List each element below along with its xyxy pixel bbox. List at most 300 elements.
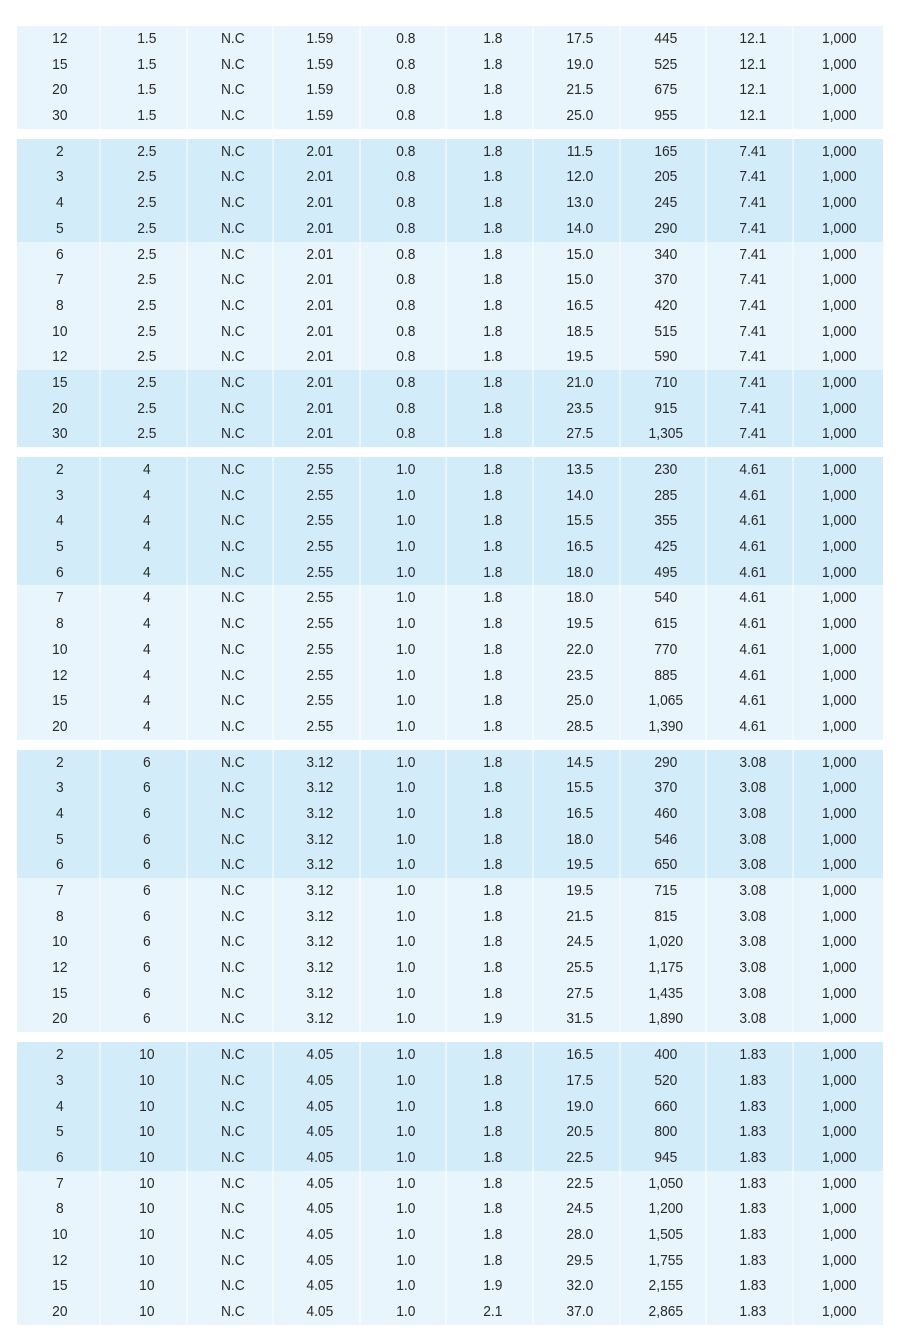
table-cell: 2.01 <box>280 344 360 370</box>
table-cell: 2.5 <box>107 164 187 190</box>
table-cell: 1.8 <box>453 267 533 293</box>
table-cell: 1.8 <box>453 421 533 447</box>
table-cell: 1.8 <box>453 663 533 689</box>
table-cell: 1.8 <box>453 293 533 319</box>
table-cell: 18.0 <box>540 560 620 586</box>
table-cell: 1.59 <box>280 103 360 129</box>
table-cell: 1.0 <box>367 1299 447 1325</box>
table-cell: 3.08 <box>713 929 793 955</box>
table-cell: 400 <box>627 1042 707 1068</box>
table-cell: 2.55 <box>280 637 360 663</box>
table-cell: 1.8 <box>453 955 533 981</box>
table-cell: 1.0 <box>367 1273 447 1299</box>
table-cell: 2.5 <box>107 293 187 319</box>
table-cell: N.C <box>194 611 274 637</box>
table-cell: 19.0 <box>540 1094 620 1120</box>
table-cell: 425 <box>627 534 707 560</box>
table-cell: 5 <box>20 827 100 853</box>
table-cell: 1,000 <box>822 882 857 899</box>
table-cell: 1.0 <box>367 929 447 955</box>
table-cell: N.C <box>194 688 274 714</box>
table-cell: 1.5 <box>107 26 187 52</box>
table-cell: 1.0 <box>367 483 447 509</box>
table-cell: 1.0 <box>367 981 447 1007</box>
table-cell: 8 <box>20 1196 100 1222</box>
table-cell: 16.5 <box>540 293 620 319</box>
table-cell: N.C <box>194 190 274 216</box>
table-cell: 0.8 <box>367 293 447 319</box>
table-cell: 1.8 <box>453 688 533 714</box>
table-cell: 2.01 <box>280 190 360 216</box>
table-cell: 3.08 <box>713 1006 793 1032</box>
table-row <box>17 904 883 930</box>
table-row <box>17 688 883 714</box>
table-cell: 2.01 <box>280 421 360 447</box>
table-cell: 4 <box>107 611 187 637</box>
table-cell: 1.0 <box>367 1145 447 1171</box>
table-cell: 915 <box>627 396 707 422</box>
table-cell: 1,000 <box>822 348 857 366</box>
table-cell: 1,000 <box>822 194 857 212</box>
table-cell: 1,000 <box>822 461 857 478</box>
table-cell: 37.0 <box>540 1299 620 1325</box>
table-cell: 22.5 <box>540 1171 620 1197</box>
table-cell: 0.8 <box>367 26 447 52</box>
table-cell: 2.5 <box>107 370 187 396</box>
table-cell: 1,000 <box>822 271 857 289</box>
table-cell: 2,865 <box>627 1299 707 1325</box>
table-cell: 2.01 <box>280 293 360 319</box>
table-cell: N.C <box>194 267 274 293</box>
table-cell: 3.08 <box>713 852 793 878</box>
table-cell: 1,000 <box>822 322 857 340</box>
table-cell: 1.0 <box>367 688 447 714</box>
table-cell: 1.8 <box>453 26 533 52</box>
table-cell: 0.8 <box>367 421 447 447</box>
table-cell: 7 <box>20 267 100 293</box>
table-row <box>17 611 883 637</box>
table-cell: 1.8 <box>453 801 533 827</box>
table-row <box>17 77 883 103</box>
table-cell: 20 <box>20 1299 100 1325</box>
table-cell: 515 <box>627 319 707 345</box>
table-cell: 21.5 <box>540 904 620 930</box>
table-cell: 1,000 <box>822 804 857 822</box>
table-row <box>17 396 883 422</box>
table-cell: 1.8 <box>453 827 533 853</box>
table-cell: 1,000 <box>822 779 857 797</box>
table-cell: 3.12 <box>280 801 360 827</box>
table-cell: 4.61 <box>713 508 793 534</box>
table-cell: 3.12 <box>280 852 360 878</box>
table-cell: 355 <box>627 508 707 534</box>
table-cell: 7 <box>20 1171 100 1197</box>
table-cell: N.C <box>194 750 274 776</box>
table-cell: 1.0 <box>367 955 447 981</box>
table-row <box>17 775 883 801</box>
table-cell: 12 <box>20 26 100 52</box>
table-cell: 2.01 <box>280 396 360 422</box>
table-cell: 0.8 <box>367 344 447 370</box>
table-cell: 7.41 <box>713 370 793 396</box>
table-row <box>17 1222 883 1248</box>
table-cell: 546 <box>627 827 707 853</box>
table-cell: 1,000 <box>822 563 857 581</box>
table-cell: 4.61 <box>713 457 793 483</box>
table-cell: N.C <box>194 421 274 447</box>
table-cell: 1,000 <box>822 984 857 1002</box>
table-cell: 1.83 <box>713 1119 793 1145</box>
table-row <box>17 878 883 904</box>
table-cell: 10 <box>20 1222 100 1248</box>
table-cell: 4.61 <box>713 483 793 509</box>
table-cell: 4.61 <box>713 688 793 714</box>
table-cell: 3.12 <box>280 775 360 801</box>
table-cell: 16.5 <box>540 801 620 827</box>
table-cell: N.C <box>194 319 274 345</box>
table-cell: 0.8 <box>367 396 447 422</box>
table-cell: 1,000 <box>822 830 857 848</box>
table-cell: 0.8 <box>367 370 447 396</box>
table-cell: 1,000 <box>822 486 857 504</box>
table-cell: 1,000 <box>822 538 857 556</box>
table-cell: 15 <box>20 52 100 78</box>
table-cell: 2.55 <box>280 560 360 586</box>
table-cell: 4.61 <box>713 611 793 637</box>
table-cell: 1,000 <box>822 425 857 443</box>
table-cell: 1.0 <box>367 1222 447 1248</box>
table-cell: 1.8 <box>453 370 533 396</box>
table-cell: 3.08 <box>713 878 793 904</box>
table-cell: N.C <box>194 139 274 165</box>
table-cell: 1.0 <box>367 1196 447 1222</box>
table-cell: 1,000 <box>822 589 857 607</box>
table-cell: 15 <box>20 688 100 714</box>
table-cell: 12.1 <box>713 26 793 52</box>
table-cell: 1.83 <box>713 1248 793 1274</box>
table-row <box>17 663 883 689</box>
table-cell: 6 <box>107 981 187 1007</box>
table-cell: N.C <box>194 852 274 878</box>
table-cell: N.C <box>194 77 274 103</box>
table-cell: 1,000 <box>822 1174 857 1192</box>
table-cell: 1.83 <box>713 1094 793 1120</box>
table-cell: 285 <box>627 483 707 509</box>
table-cell: 1.83 <box>713 1196 793 1222</box>
table-cell: 1.59 <box>280 77 360 103</box>
table-cell: 2.55 <box>280 714 360 740</box>
table-cell: 2.5 <box>107 319 187 345</box>
table-cell: 460 <box>627 801 707 827</box>
table-cell: 4.05 <box>280 1094 360 1120</box>
table-cell: 10 <box>107 1299 187 1325</box>
table-cell: 3.12 <box>280 904 360 930</box>
table-cell: 1.8 <box>453 319 533 345</box>
table-cell: N.C <box>194 1119 274 1145</box>
table-cell: 7.41 <box>713 344 793 370</box>
table-row <box>17 852 883 878</box>
table-group <box>17 750 883 1033</box>
table-cell: 1,000 <box>822 81 857 99</box>
table-cell: 2.5 <box>107 190 187 216</box>
table-cell: N.C <box>194 560 274 586</box>
table-cell: 2.55 <box>280 663 360 689</box>
table-cell: 2.55 <box>280 611 360 637</box>
table-cell: N.C <box>194 344 274 370</box>
table-cell: 2.01 <box>280 164 360 190</box>
table-cell: 1.59 <box>280 26 360 52</box>
table-cell: 4.05 <box>280 1068 360 1094</box>
table-cell: 1.83 <box>713 1222 793 1248</box>
table-cell: N.C <box>194 1171 274 1197</box>
table-cell: 1,175 <box>627 955 707 981</box>
table-cell: 16.5 <box>540 534 620 560</box>
table-cell: 14.0 <box>540 216 620 242</box>
table-cell: 6 <box>20 242 100 268</box>
table-cell: 1.83 <box>713 1171 793 1197</box>
table-cell: 22.0 <box>540 637 620 663</box>
table-cell: 1,305 <box>627 421 707 447</box>
table-cell: 4 <box>107 637 187 663</box>
table-cell: 1,000 <box>822 1097 857 1115</box>
table-cell: 5 <box>20 216 100 242</box>
table-cell: 2.01 <box>280 242 360 268</box>
table-cell: 0.8 <box>367 52 447 78</box>
table-cell: 6 <box>107 1006 187 1032</box>
table-cell: 1.5 <box>107 77 187 103</box>
table-cell: N.C <box>194 508 274 534</box>
table-cell: 290 <box>627 750 707 776</box>
table-cell: 3.12 <box>280 827 360 853</box>
table-row <box>17 457 883 483</box>
table-cell: 1.0 <box>367 1119 447 1145</box>
table-cell: N.C <box>194 955 274 981</box>
table-cell: 3.08 <box>713 981 793 1007</box>
table-cell: 0.8 <box>367 216 447 242</box>
table-cell: 6 <box>20 1145 100 1171</box>
table-cell: 1.8 <box>453 216 533 242</box>
table-cell: N.C <box>194 1222 274 1248</box>
table-cell: 1,000 <box>822 399 857 417</box>
table-cell: 1.8 <box>453 637 533 663</box>
table-cell: 1.0 <box>367 750 447 776</box>
table-cell: 1.8 <box>453 103 533 129</box>
table-cell: 1,000 <box>822 107 857 125</box>
table-cell: N.C <box>194 637 274 663</box>
table-cell: 19.5 <box>540 344 620 370</box>
table-cell: 1,000 <box>822 1071 857 1089</box>
table-cell: 1,755 <box>627 1248 707 1274</box>
table-cell: 2.01 <box>280 370 360 396</box>
table-cell: 2.55 <box>280 585 360 611</box>
table-row <box>17 1145 883 1171</box>
table-cell: 25.5 <box>540 955 620 981</box>
table-cell: N.C <box>194 1248 274 1274</box>
table-cell: 0.8 <box>367 242 447 268</box>
table-cell: 6 <box>20 560 100 586</box>
table-cell: 1,000 <box>822 512 857 530</box>
table-cell: 290 <box>627 216 707 242</box>
table-row <box>17 929 883 955</box>
table-cell: 1.8 <box>453 852 533 878</box>
table-cell: 3 <box>20 483 100 509</box>
table-cell: 10 <box>107 1222 187 1248</box>
table-cell: 1,000 <box>822 168 857 186</box>
table-cell: 165 <box>627 139 707 165</box>
table-cell: 1.9 <box>453 1273 533 1299</box>
table-cell: 10 <box>107 1196 187 1222</box>
table-cell: 15.0 <box>540 267 620 293</box>
table-cell: 6 <box>107 904 187 930</box>
table-group <box>17 1042 883 1325</box>
table-cell: 2,155 <box>627 1273 707 1299</box>
table-cell: 19.5 <box>540 878 620 904</box>
table-cell: 2.5 <box>107 421 187 447</box>
table-cell: 12.0 <box>540 164 620 190</box>
table-cell: 19.0 <box>540 52 620 78</box>
table-cell: 7.41 <box>713 190 793 216</box>
table-cell: 340 <box>627 242 707 268</box>
table-cell: 4.05 <box>280 1119 360 1145</box>
table-cell: 1.8 <box>453 1042 533 1068</box>
table-cell: 14.0 <box>540 483 620 509</box>
table-cell: N.C <box>194 52 274 78</box>
table-row <box>17 1094 883 1120</box>
table-cell: 1,200 <box>627 1196 707 1222</box>
table-cell: 20 <box>20 1006 100 1032</box>
table-cell: 1.0 <box>367 1248 447 1274</box>
table-cell: N.C <box>194 1145 274 1171</box>
table-cell: 1.83 <box>713 1299 793 1325</box>
table-row <box>17 26 883 52</box>
table-row <box>17 216 883 242</box>
table-cell: 3.08 <box>713 904 793 930</box>
table-cell: 590 <box>627 344 707 370</box>
table-cell: 4 <box>107 663 187 689</box>
table-cell: 18.5 <box>540 319 620 345</box>
table-cell: 0.8 <box>367 190 447 216</box>
table-cell: 12 <box>20 663 100 689</box>
table-cell: 675 <box>627 77 707 103</box>
table-cell: 495 <box>627 560 707 586</box>
table-cell: 6 <box>107 801 187 827</box>
table-cell: 1.0 <box>367 560 447 586</box>
table-cell: 370 <box>627 267 707 293</box>
table-cell: 2 <box>20 139 100 165</box>
table-cell: 770 <box>627 637 707 663</box>
table-cell: 2.55 <box>280 688 360 714</box>
table-cell: N.C <box>194 1094 274 1120</box>
table-cell: 7 <box>20 585 100 611</box>
table-cell: 4 <box>20 1094 100 1120</box>
table-cell: 19.5 <box>540 852 620 878</box>
table-cell: 4 <box>107 483 187 509</box>
table-cell: 4 <box>107 457 187 483</box>
table-cell: 800 <box>627 1119 707 1145</box>
table-cell: 1.59 <box>280 52 360 78</box>
table-row <box>17 483 883 509</box>
table-cell: 8 <box>20 904 100 930</box>
table-row <box>17 1196 883 1222</box>
table-cell: N.C <box>194 904 274 930</box>
table-cell: 1.0 <box>367 904 447 930</box>
table-cell: 0.8 <box>367 139 447 165</box>
table-cell: 1.0 <box>367 775 447 801</box>
table-cell: N.C <box>194 878 274 904</box>
table-cell: 25.0 <box>540 103 620 129</box>
table-cell: 1.8 <box>453 190 533 216</box>
table-cell: 4 <box>20 190 100 216</box>
table-cell: 1.8 <box>453 1145 533 1171</box>
table-cell: 7.41 <box>713 139 793 165</box>
table-cell: 1,505 <box>627 1222 707 1248</box>
table-cell: 10 <box>20 637 100 663</box>
table-cell: 955 <box>627 103 707 129</box>
table-cell: 1,000 <box>822 692 857 710</box>
table-cell: 1,435 <box>627 981 707 1007</box>
table-cell: 18.0 <box>540 585 620 611</box>
table-cell: N.C <box>194 801 274 827</box>
table-cell: 1,000 <box>822 1277 857 1295</box>
table-cell: 22.5 <box>540 1145 620 1171</box>
table-cell: 6 <box>107 929 187 955</box>
table-cell: 4 <box>20 801 100 827</box>
table-cell: 3.08 <box>713 955 793 981</box>
table-cell: 1.8 <box>453 1094 533 1120</box>
table-cell: 10 <box>20 929 100 955</box>
table-cell: 815 <box>627 904 707 930</box>
table-cell: 1.8 <box>453 750 533 776</box>
table-row <box>17 370 883 396</box>
spec-table <box>17 26 883 1325</box>
table-cell: 6 <box>107 750 187 776</box>
table-cell: 1,000 <box>822 1148 857 1166</box>
table-cell: 1.0 <box>367 714 447 740</box>
table-cell: 12 <box>20 344 100 370</box>
table-cell: 1.8 <box>453 878 533 904</box>
table-row <box>17 1119 883 1145</box>
table-cell: 8 <box>20 611 100 637</box>
table-cell: 710 <box>627 370 707 396</box>
table-cell: 4.05 <box>280 1145 360 1171</box>
table-cell: 1.8 <box>453 1068 533 1094</box>
table-cell: 29.5 <box>540 1248 620 1274</box>
table-cell: 1.83 <box>713 1273 793 1299</box>
table-cell: 370 <box>627 775 707 801</box>
table-cell: 1.8 <box>453 714 533 740</box>
table-cell: 1,000 <box>822 1010 857 1028</box>
table-cell: N.C <box>194 714 274 740</box>
table-cell: 1.8 <box>453 1171 533 1197</box>
table-cell: N.C <box>194 216 274 242</box>
table-cell: 1,000 <box>822 245 857 263</box>
table-cell: 2.5 <box>107 242 187 268</box>
table-cell: 12.1 <box>713 52 793 78</box>
table-cell: 0.8 <box>367 77 447 103</box>
table-cell: 4.05 <box>280 1299 360 1325</box>
table-cell: 3.08 <box>713 775 793 801</box>
table-cell: 30 <box>20 421 100 447</box>
table-cell: 660 <box>627 1094 707 1120</box>
table-cell: 3.12 <box>280 750 360 776</box>
table-cell: 1,000 <box>822 1123 857 1141</box>
table-cell: 15.0 <box>540 242 620 268</box>
table-cell: 10 <box>107 1171 187 1197</box>
table-cell: 7 <box>20 878 100 904</box>
table-cell: 1.0 <box>367 1006 447 1032</box>
table-cell: 1.5 <box>107 52 187 78</box>
table-cell: 2.01 <box>280 267 360 293</box>
